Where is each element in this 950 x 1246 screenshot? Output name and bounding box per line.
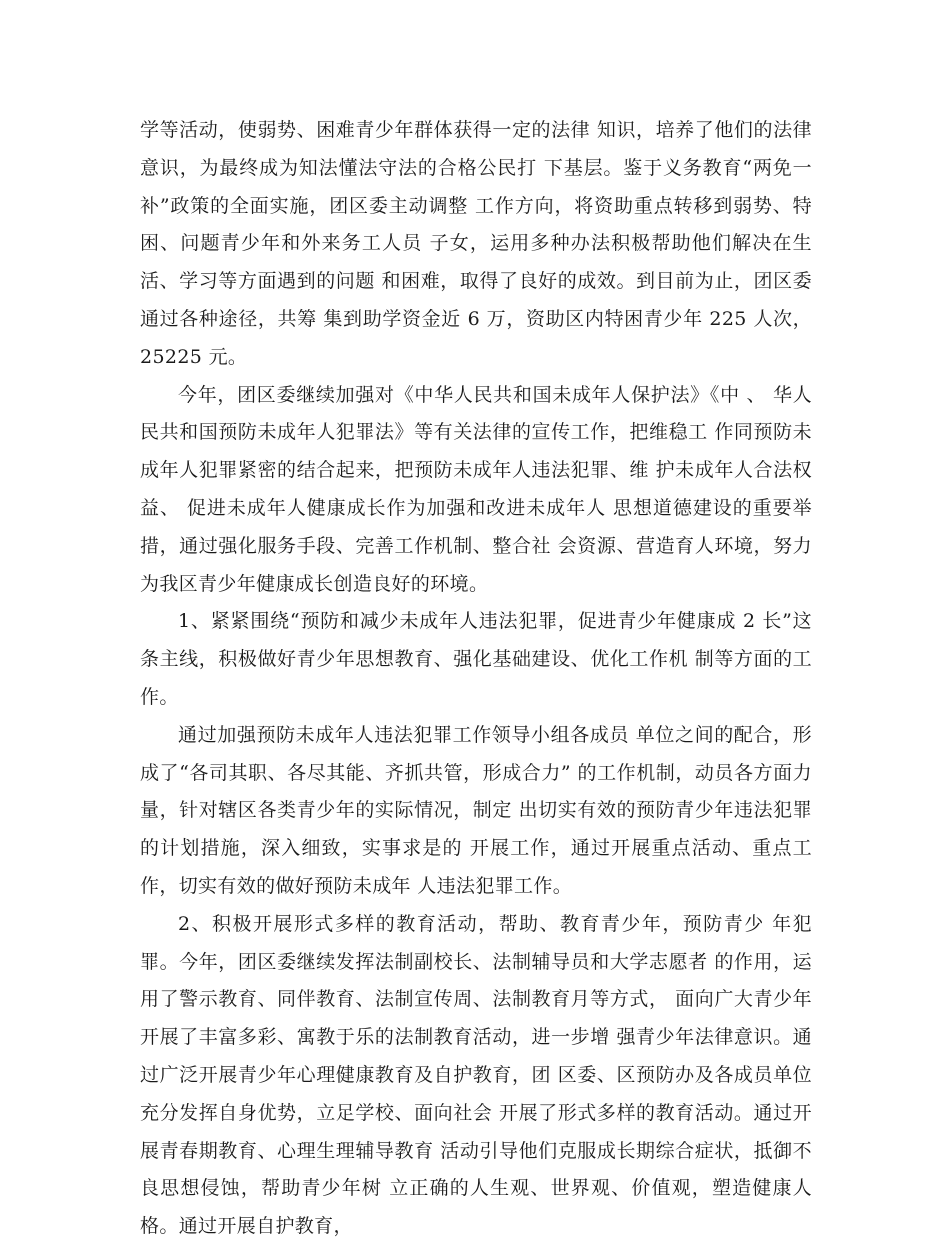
document-body <box>140 112 812 1246</box>
paragraph-4: 通过加强预防未成年人违法犯罪工作领导小组各成员 单位之间的配合，形成了“各司其职、各尽其能、齐抓共管，形成合力” 的工作机制，动员各方面力量，针对辖区各类青少年的实际情况，制定 出切实有效的预防青少年违法犯罪的计划措施，深入细致，实事求是的 开展工作，通过开展重点活动、重点工作，切实有效的做好预防未成年 人违法犯罪工作。 <box>140 723 812 897</box>
paragraph-5: 2、积极开展形式多样的教育活动，帮助、教育青少年，预防青少 年犯罪。今年，团区委继续发挥法制副校长、法制辅导员和大学志愿者 的作用，运用了警示教育、同伴教育、法制宣传周、法制教育月等方式， 面向广大青少年开展了丰富多彩、寓教于乐的法制教育活动，进一步增 强青少年法律意识。通过广泛开展青少年心理健康教育及自护教育，团 区委、区预防办及各成员单位充分发挥自身优势，立足学校、面向社会 开展了形式多样的教育活动。通过开展青春期教育、心理生理辅导教育 活动引导他们克服成长期综合症状，抵御不良思想侵蚀，帮助青少年树 立正确的人生观、世界观、价值观，塑造健康人格。通过开展自护教育， <box>140 912 812 1238</box>
paragraph-3: 1、紧紧围绕“预防和减少未成年人违法犯罪，促进青少年健康成 2 长”这条主线，积极做好青少年思想教育、强化基础建设、优化工作机 制等方面的工作。 <box>140 610 812 708</box>
paragraph-1: 学等活动，使弱势、困难青少年群体获得一定的法律 知识，培养了他们的法律意识，为最终成为知法懂法守法的合格公民打 下基层。鉴于义务教育“两免一补”政策的全面实施，团区委主动调整 工作方向，将资助重点转移到弱势、特困、问题青少年和外来务工人员 子女，运用多种办法积极帮助他们解决在生活、学习等方面遇到的问题 和困难，取得了良好的成效。到目前为止，团区委通过各种途径，共筹 集到助学资金近 6 万，资助区内特困青少年 225 人次，25225 元。 <box>140 119 812 368</box>
paragraph-2: 今年，团区委继续加强对《中华人民共和国未成年人保护法》《中 、 华人民共和国预防未成年人犯罪法》等有关法律的宣传工作，把维稳工 作同预防未成年人犯罪紧密的结合起来，把预防未成年人违法犯罪、维 护未成年人合法权益、 促进未成年人健康成长作为加强和改进未成年人 思想道德建设的重要举措，通过强化服务手段、完善工作机制、整合社 会资源、营造育人环境，努力为我区青少年健康成长创造良好的环境。 <box>140 383 812 595</box>
